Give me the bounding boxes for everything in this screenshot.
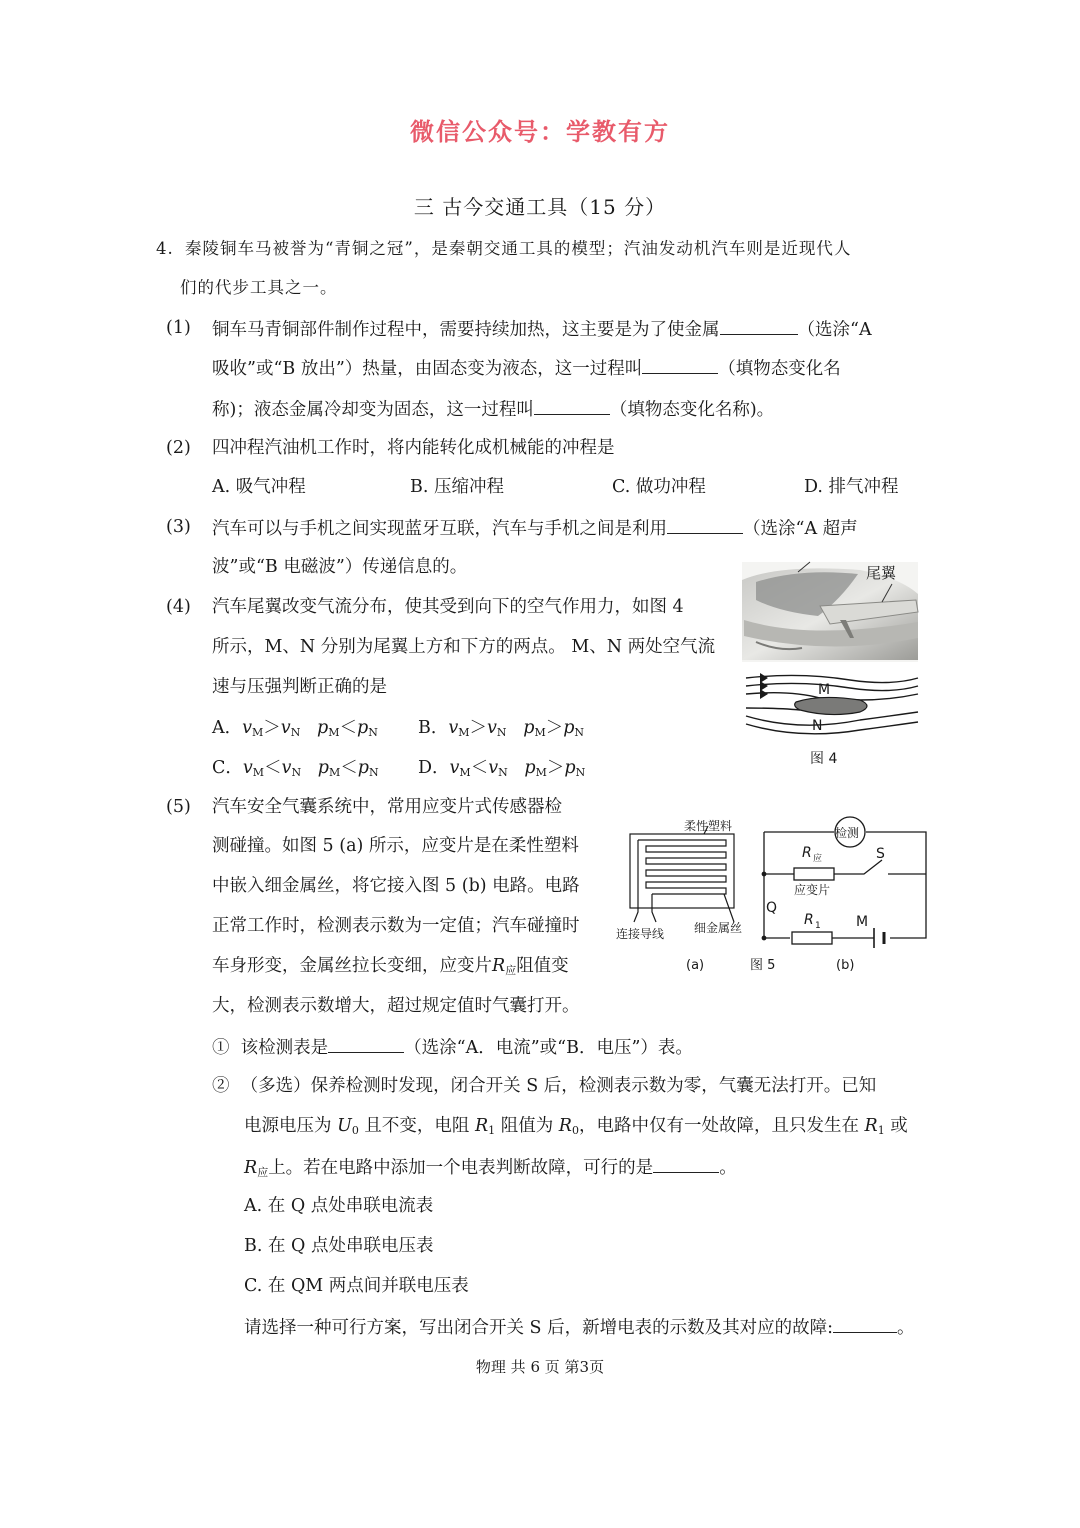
- meter-label: 检测: [835, 826, 860, 840]
- part-4-label: (4): [166, 597, 191, 617]
- final-instruction: 请选择一种可行方案，写出闭合开关 S 后，新增电表的示数及其对应的故障: 。: [244, 1314, 915, 1340]
- option-d[interactable]: D．$v_M<v_N$ $p_M>p_N$: [418, 758, 586, 779]
- part-1-line-3: 称)；液态金属冷却变为固态，这一过程叫 （填物态变化名称)。: [212, 396, 774, 422]
- part-4-line-2: 所示，M、N 分别为尾翼上方和下方的两点。 M、N 两处空气流: [212, 637, 716, 657]
- option-a[interactable]: A. 在 Q 点处串联电流表: [244, 1196, 434, 1216]
- caption-b: (b): [836, 958, 855, 973]
- watermark: 微信公众号：学教有方: [410, 118, 670, 146]
- part-5-label: (5): [166, 797, 191, 817]
- part-5-line-2: 测碰撞。如图 5 (a) 所示，应变片是在柔性塑料: [212, 836, 579, 856]
- junction-dot: [762, 936, 767, 941]
- part-3-label: (3): [166, 517, 191, 537]
- metal-wire-label: 细金属丝: [694, 921, 743, 935]
- r-strain-label: R: [802, 845, 812, 861]
- answer-blank[interactable]: [642, 355, 718, 374]
- point-q-label: Q: [766, 900, 778, 916]
- page-footer: 物理 共 6 页 第3页: [475, 1358, 605, 1376]
- sub-question-1: ① 该检测表是 （选涂“A．电流”或“B．电压”）表。: [212, 1034, 693, 1060]
- part-1-label: (1): [166, 318, 191, 338]
- part-1-line-2: 吸收”或“B 放出”）热量，由固态变为液态，这一过程叫 （填物态变化名: [212, 355, 841, 381]
- intro-line-2: 们的代步工具之一。: [180, 278, 338, 297]
- part-5-line-6: 大，检测表示数增大，超过规定值时气囊打开。: [212, 996, 580, 1016]
- answer-blank[interactable]: [667, 515, 743, 534]
- strain-gauge-label: 应变片: [794, 883, 831, 897]
- r-strain-subscript: 应: [813, 854, 823, 864]
- answer-blank[interactable]: [720, 316, 798, 335]
- question-number: 4.: [156, 239, 174, 258]
- option-a[interactable]: A. 吸气冲程: [212, 477, 306, 497]
- intro-line-1: 秦陵铜车马被誉为“青铜之冠”，是秦朝交通工具的模型；汽油发动机汽车则是近现代人: [185, 239, 852, 258]
- part-2-stem: 四冲程汽油机工作时，将内能转化成机械能的冲程是: [212, 438, 615, 458]
- option-b[interactable]: B. 在 Q 点处串联电压表: [244, 1236, 434, 1256]
- option-c[interactable]: C. 做功冲程: [612, 477, 706, 497]
- figure-5: [612, 812, 940, 978]
- option-a[interactable]: A．$v_M>v_N$ $p_M<p_N$: [212, 718, 378, 739]
- part-4-line-1: 汽车尾翼改变气流分布，使其受到向下的空气作用力，如图 4: [212, 597, 684, 617]
- plastic-label: 柔性塑料: [684, 819, 733, 833]
- answer-blank[interactable]: [653, 1154, 719, 1173]
- option-c[interactable]: C．$v_M<v_N$ $p_M<p_N$: [212, 758, 379, 779]
- section-title: 三 古今交通工具（15 分）: [413, 195, 667, 219]
- option-d[interactable]: D. 排气冲程: [804, 477, 899, 497]
- point-m-label: M: [818, 682, 831, 698]
- lead-wire-label: 连接导线: [616, 927, 665, 941]
- answer-blank[interactable]: [534, 396, 610, 415]
- switch-s-label: S: [876, 846, 885, 862]
- part-3-line-2: 波”或“B 电磁波”）传递信息的。: [212, 557, 468, 577]
- option-b[interactable]: B. 压缩冲程: [410, 477, 504, 497]
- junction-dot: [762, 872, 767, 877]
- sub-question-2-line-1: ② （多选）保养检测时发现，闭合开关 S 后，检测表示数为零，气囊无法打开。已知: [212, 1076, 877, 1096]
- figure-5-caption: 图 5: [750, 958, 776, 973]
- answer-blank[interactable]: [833, 1314, 897, 1333]
- figure-4-caption: 图 4: [810, 751, 838, 767]
- part-1-line-1: 铜车马青铜部件制作过程中，需要持续加热，这主要是为了使金属 （选涂“A: [212, 316, 872, 342]
- r1-label: R: [804, 912, 814, 928]
- point-n-label: N: [812, 718, 823, 734]
- answer-blank[interactable]: [328, 1034, 404, 1053]
- r1-subscript: 1: [815, 921, 821, 931]
- wing-label: 尾翼: [866, 564, 897, 582]
- point-m-label: M: [856, 914, 869, 930]
- wing-section: [795, 697, 867, 714]
- part-5-line-5: 车身形变，金属丝拉长变细，应变片$R_应$阻值变: [212, 956, 569, 977]
- sub-question-2-line-2: 电源电压为 $U_0$ 且不变，电阻 $R_1$ 阻值为 $R_0$，电路中仅有一处故障，且只发生在 $R_1$ 或: [244, 1116, 908, 1137]
- part-5-line-1: 汽车安全气囊系统中，常用应变片式传感器检: [212, 797, 562, 817]
- part-5-line-4: 正常工作时，检测表示数为一定值；汽车碰撞时: [212, 916, 580, 936]
- part-4-line-3: 速与压强判断正确的是: [212, 677, 387, 697]
- figure-4: [740, 560, 922, 775]
- sub-question-2-line-3: $R_应$上。若在电路中添加一个电表判断故障，可行的是 。: [244, 1154, 737, 1185]
- part-2-label: (2): [166, 438, 191, 458]
- option-c[interactable]: C. 在 QM 两点间并联电压表: [244, 1276, 469, 1296]
- part-3-line-1: 汽车可以与手机之间实现蓝牙互联，汽车与手机之间是利用 （选涂“A 超声: [212, 515, 858, 541]
- part-5-line-3: 中嵌入细金属丝，将它接入图 5 (b) 电路。电路: [212, 876, 580, 896]
- option-b[interactable]: B．$v_M>v_N$ $p_M>p_N$: [418, 718, 585, 739]
- strain-gauge-diagram: [630, 826, 734, 922]
- caption-a: (a): [686, 958, 705, 973]
